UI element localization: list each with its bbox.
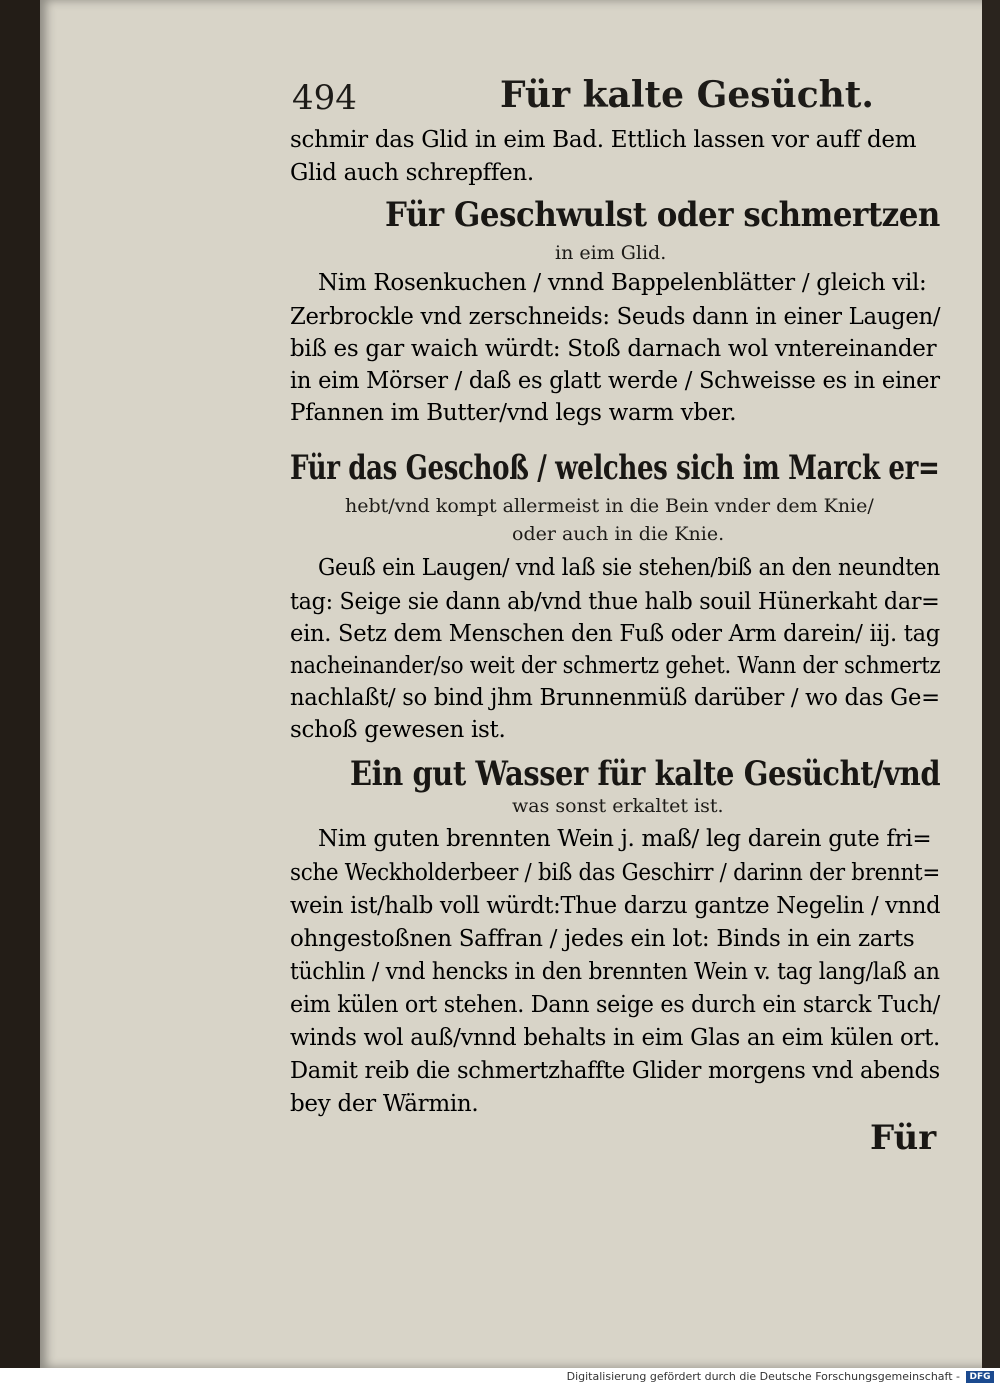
body-line: ein. Setz dem Menschen den Fuß oder Arm darein/ iij. tag — [290, 621, 940, 647]
body-line: schmir das Glid in eim Bad. Ettlich lassen vor auff dem — [290, 127, 917, 153]
body-line: nachlaßt/ so bind jhm Brunnenmüß darüber / wo das Ge= — [290, 685, 940, 711]
body-line: tag: Seige sie dann ab/vnd thue halb souil Hünerkaht dar= — [290, 589, 940, 615]
footer-bar — [0, 1368, 1000, 1387]
body-line: tüchlin / vnd hencks in den brennten Wein v. tag lang/laß an — [290, 959, 940, 985]
body-line: Geuß ein Laugen/ vnd laß sie stehen/biß an den neundten — [318, 555, 940, 581]
section-subheading: oder auch in die Knie. — [512, 523, 725, 545]
section-heading: Für Geschwulst oder schmertzen — [385, 195, 940, 235]
scan-edge-right — [982, 0, 1000, 1368]
section-subheading: in eim Glid. — [555, 242, 667, 264]
body-line: wein ist/halb voll würdt:Thue darzu gantze Negelin / vnnd — [290, 893, 941, 919]
body-line: bey der Wärmin. — [290, 1091, 479, 1117]
section-subheading: was sonst erkaltet ist. — [512, 795, 724, 817]
catchword: Für — [870, 1118, 937, 1158]
body-line: schoß gewesen ist. — [290, 717, 506, 743]
body-line: Pfannen im Butter/vnd legs warm vber. — [290, 400, 737, 426]
body-line: biß es gar waich würdt: Stoß darnach wol vntereinander — [290, 336, 937, 362]
section-subheading: hebt/vnd kompt allermeist in die Bein vnder dem Knie/ — [345, 495, 874, 517]
running-head: Für kalte Gesücht. — [500, 74, 874, 116]
dfg-logo: DFG — [966, 1371, 994, 1383]
body-line: Nim guten brennten Wein j. maß/ leg darein gute fri= — [318, 826, 932, 852]
body-line: Zerbrockle vnd zerschneids: Seuds dann in einer Laugen/ — [290, 304, 941, 330]
body-line: winds wol auß/vnnd behalts in eim Glas an eim külen ort. — [290, 1025, 940, 1051]
body-line: Damit reib die schmertzhaffte Glider morgens vnd abends — [290, 1058, 940, 1084]
body-line: nacheinander/so weit der schmertz gehet. Wann der schmertz — [290, 653, 941, 679]
footer-credit: Digitalisierung gefördert durch die Deutsche Forschungsgemeinschaft - — [566, 1370, 960, 1383]
section-heading: Ein gut Wasser für kalte Gesücht/vnd — [350, 754, 941, 794]
body-line: ohngestoßnen Saffran / jedes ein lot: Binds in ein zarts — [290, 926, 915, 952]
body-line: sche Weckholderbeer / biß das Geschirr / darinn der brennt= — [290, 860, 940, 886]
page-number: 494 — [292, 78, 357, 118]
body-line: eim külen ort stehen. Dann seige es durch ein starck Tuch/ — [290, 992, 940, 1018]
section-heading: Für das Geschoß / welches sich im Marck er= — [290, 448, 940, 488]
body-line: Nim Rosenkuchen / vnnd Bappelenblätter / gleich vil: — [318, 270, 927, 296]
body-line: in eim Mörser / daß es glatt werde / Schweisse es in einer — [290, 368, 940, 394]
body-line: Glid auch schrepffen. — [290, 160, 534, 186]
